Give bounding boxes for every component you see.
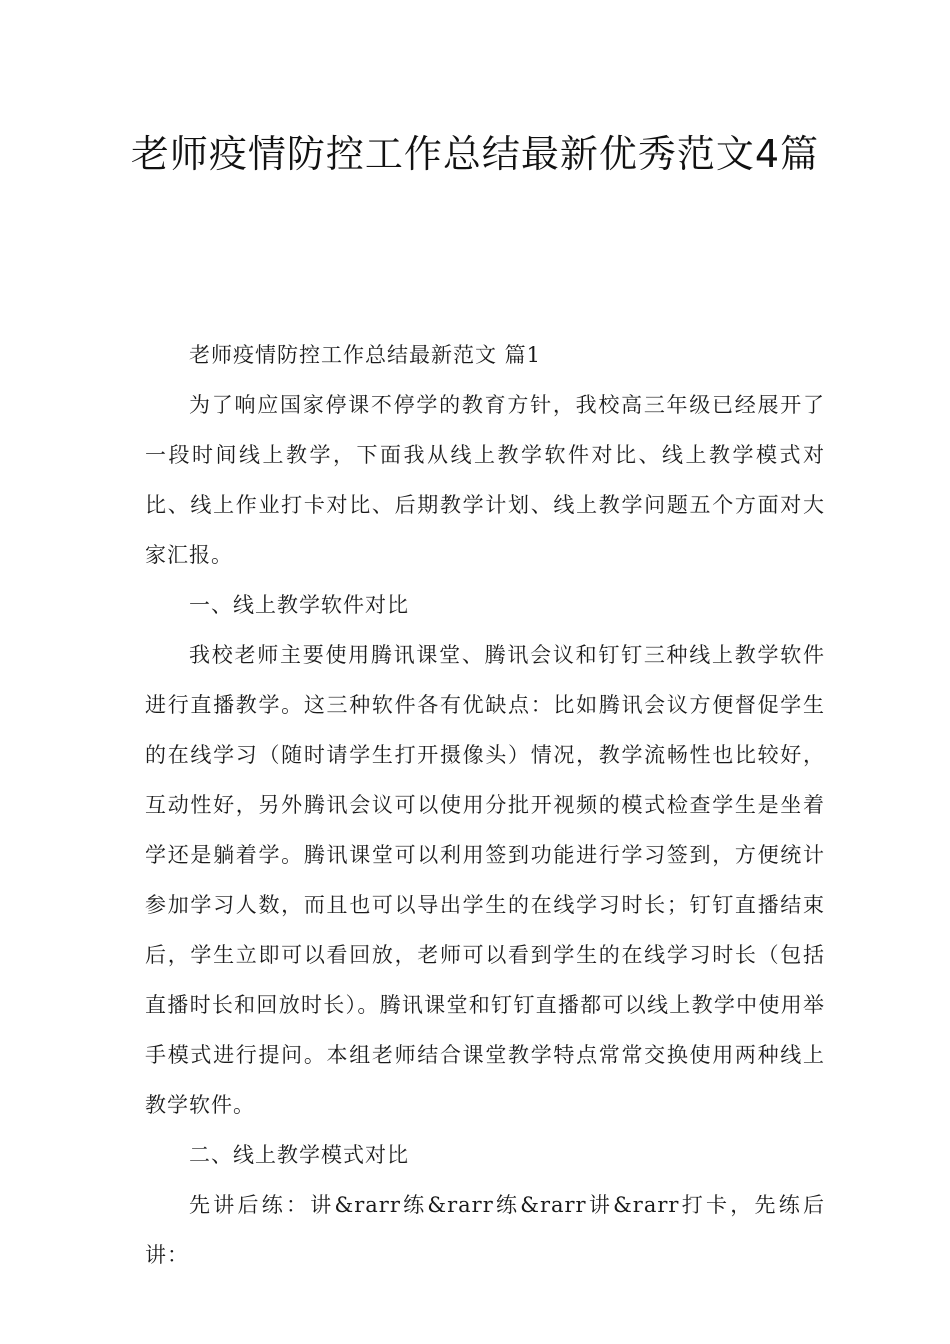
paragraph-mode: 先讲后练：讲&rarr练&rarr练&rarr讲&rarr打卡，先练后讲： (145, 1193, 825, 1267)
section-heading-mode: 二、线上教学模式对比 (189, 1143, 409, 1167)
article-subheading: 老师疫情防控工作总结最新范文 篇1 (189, 343, 542, 367)
section-heading-software: 一、线上教学软件对比 (189, 593, 409, 617)
paragraph-intro: 为了响应国家停课不停学的教育方针，我校高三年级已经展开了一段时间线上教学，下面我从线上教学软件对比、线上教学模式对比、线上作业打卡对比、后期教学计划、线上教学问题五个方面对大家汇报。 (145, 393, 825, 567)
document-body (145, 330, 825, 1280)
paragraph-software: 我校老师主要使用腾讯课堂、腾讯会议和钉钉三种线上教学软件进行直播教学。这三种软件各有优缺点：比如腾讯会议方便督促学生的在线学习（随时请学生打开摄像头）情况，教学流畅性也比较好，互动性好，另外腾讯会议可以使用分批开视频的模式检查学生是坐着学还是躺着学。腾讯课堂可以利用签到功能进行学习签到，方便统计参加学习人数，而且也可以导出学生的在线学习时长；钉钉直播结束后，学生立即可以看回放，老师可以看到学生的在线学习时长（包括直播时长和回放时长）。腾讯课堂和钉钉直播都可以线上教学中使用举手模式进行提问。本组老师结合课堂教学特点常常交换使用两种线上教学软件。 (145, 643, 825, 1117)
document-title: 老师疫情防控工作总结最新优秀范文4篇 (130, 132, 820, 176)
